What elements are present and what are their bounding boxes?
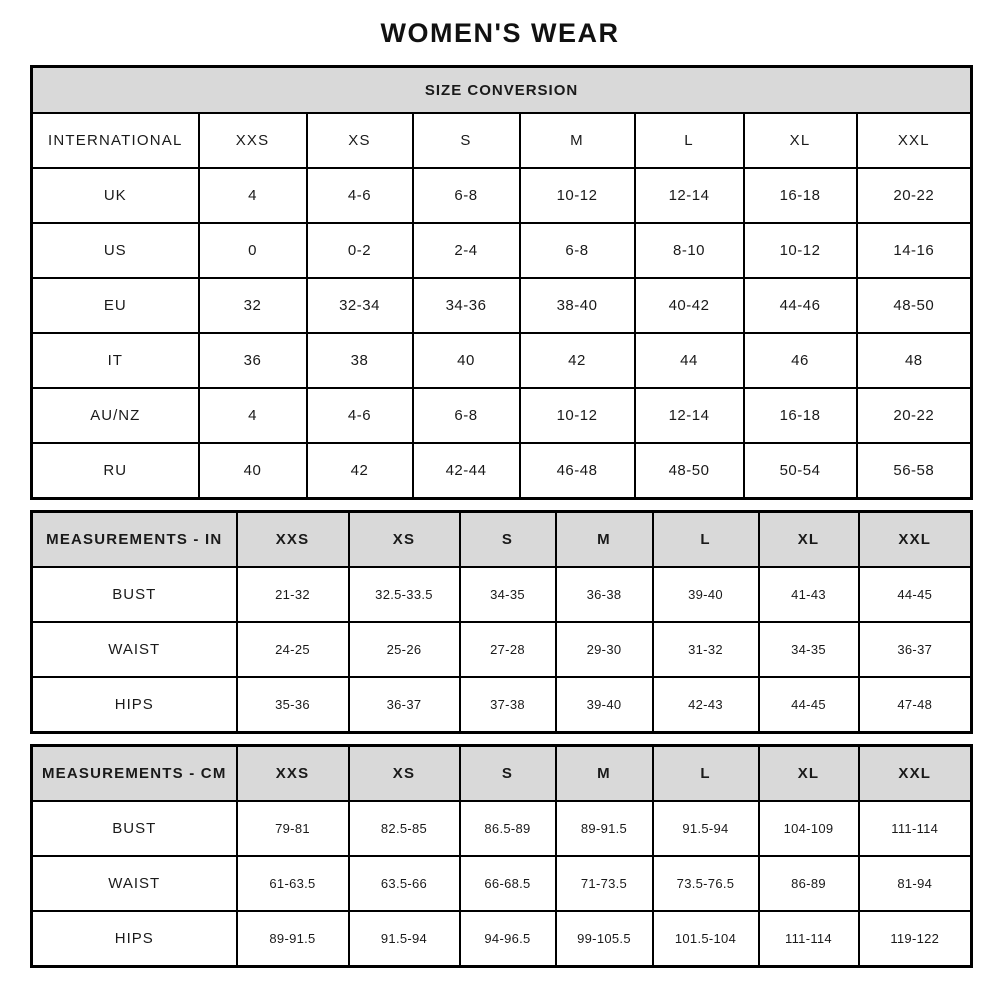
table-size-conversion [30, 65, 973, 500]
table-cell: 71-73.5 [556, 856, 653, 911]
column-header: L [653, 746, 759, 802]
table-cell: 4 [199, 168, 307, 223]
table-row [32, 388, 972, 443]
table-cell: 42-43 [653, 677, 759, 733]
column-header: S [460, 512, 556, 568]
table-banner-row [32, 67, 972, 114]
table-row [32, 443, 972, 499]
column-header: L [653, 512, 759, 568]
column-header: XS [349, 512, 460, 568]
table-cell: 66-68.5 [460, 856, 556, 911]
table-cell: 31-32 [653, 622, 759, 677]
table-cell: 94-96.5 [460, 911, 556, 967]
column-header: M [556, 512, 653, 568]
table-cell: 46 [744, 333, 857, 388]
table-cell: 91.5-94 [653, 801, 759, 856]
table-cell: 89-91.5 [237, 911, 349, 967]
row-label: WAIST [32, 856, 237, 911]
table-cell: 61-63.5 [237, 856, 349, 911]
table-row [32, 223, 972, 278]
table-cell: 14-16 [857, 223, 972, 278]
table-cell: 39-40 [556, 677, 653, 733]
table-row [32, 168, 972, 223]
table-cell: 44 [635, 333, 744, 388]
table-cell: 6-8 [413, 168, 520, 223]
table-cell: 44-46 [744, 278, 857, 333]
table-cell: 48-50 [857, 278, 972, 333]
table-cell: 50-54 [744, 443, 857, 499]
column-header: S [460, 746, 556, 802]
row-label: WAIST [32, 622, 237, 677]
header-label: MEASUREMENTS - IN [32, 512, 237, 568]
table-cell: 10-12 [520, 168, 635, 223]
column-header-row [32, 113, 972, 168]
table-cell: 34-35 [759, 622, 859, 677]
table-cell: 47-48 [859, 677, 972, 733]
table-cell: 89-91.5 [556, 801, 653, 856]
row-label: IT [32, 333, 199, 388]
table-cell: 73.5-76.5 [653, 856, 759, 911]
table-cell: 24-25 [237, 622, 349, 677]
table-row [32, 278, 972, 333]
table-cell: 99-105.5 [556, 911, 653, 967]
table-cell: 36-37 [859, 622, 972, 677]
table-cell: 8-10 [635, 223, 744, 278]
table-cell: 56-58 [857, 443, 972, 499]
table-cell: 4-6 [307, 388, 413, 443]
table-cell: 6-8 [520, 223, 635, 278]
table-cell: 12-14 [635, 168, 744, 223]
column-header: L [635, 113, 744, 168]
column-header: XXL [859, 512, 972, 568]
column-header: XXL [859, 746, 972, 802]
column-header: XXL [857, 113, 972, 168]
table-cell: 111-114 [759, 911, 859, 967]
row-label: EU [32, 278, 199, 333]
table-cell: 36 [199, 333, 307, 388]
table-cell: 16-18 [744, 388, 857, 443]
table-cell: 0 [199, 223, 307, 278]
table-cell: 119-122 [859, 911, 972, 967]
table-cell: 20-22 [857, 168, 972, 223]
table-cell: 48 [857, 333, 972, 388]
table-row [32, 622, 972, 677]
table-cell: 6-8 [413, 388, 520, 443]
table-row [32, 911, 972, 967]
table-cell: 38-40 [520, 278, 635, 333]
table-cell: 42 [307, 443, 413, 499]
table-cell: 41-43 [759, 567, 859, 622]
table-cell: 42-44 [413, 443, 520, 499]
row-label: UK [32, 168, 199, 223]
table-measurements-cm [30, 744, 973, 968]
table-cell: 10-12 [520, 388, 635, 443]
table-measurements-in [30, 510, 973, 734]
page-title: WOMEN'S WEAR [380, 18, 620, 48]
table-cell: 38 [307, 333, 413, 388]
column-header-row [32, 512, 972, 568]
table-cell: 21-32 [237, 567, 349, 622]
table-cell: 63.5-66 [349, 856, 460, 911]
column-header: XXS [237, 746, 349, 802]
table-cell: 101.5-104 [653, 911, 759, 967]
table-cell: 10-12 [744, 223, 857, 278]
table-row [32, 567, 972, 622]
table-cell: 32-34 [307, 278, 413, 333]
column-header: XS [307, 113, 413, 168]
column-header: XL [759, 746, 859, 802]
table-cell: 81-94 [859, 856, 972, 911]
table-cell: 34-36 [413, 278, 520, 333]
table-cell: 37-38 [460, 677, 556, 733]
table-cell: 4 [199, 388, 307, 443]
table-cell: 32.5-33.5 [349, 567, 460, 622]
table-cell: 29-30 [556, 622, 653, 677]
table-cell: 0-2 [307, 223, 413, 278]
table-cell: 25-26 [349, 622, 460, 677]
table-cell: 40 [199, 443, 307, 499]
table-cell: 86-89 [759, 856, 859, 911]
column-header: XL [744, 113, 857, 168]
table-cell: 35-36 [237, 677, 349, 733]
table-title: SIZE CONVERSION [32, 67, 972, 114]
row-label: HIPS [32, 677, 237, 733]
column-header: XL [759, 512, 859, 568]
table-cell: 4-6 [307, 168, 413, 223]
size-chart-page [30, 0, 970, 968]
column-header-row [32, 746, 972, 802]
table-cell: 111-114 [859, 801, 972, 856]
table-cell: 79-81 [237, 801, 349, 856]
row-label: AU/NZ [32, 388, 199, 443]
column-header: XXS [237, 512, 349, 568]
table-cell: 42 [520, 333, 635, 388]
row-label: BUST [32, 801, 237, 856]
column-header: XXS [199, 113, 307, 168]
table-cell: 44-45 [859, 567, 972, 622]
column-header: M [520, 113, 635, 168]
tables-container [30, 65, 970, 968]
table-cell: 36-37 [349, 677, 460, 733]
table-cell: 12-14 [635, 388, 744, 443]
row-label: RU [32, 443, 199, 499]
table-cell: 20-22 [857, 388, 972, 443]
table-row [32, 677, 972, 733]
row-label: BUST [32, 567, 237, 622]
header-label: MEASUREMENTS - CM [32, 746, 237, 802]
table-cell: 40-42 [635, 278, 744, 333]
table-cell: 27-28 [460, 622, 556, 677]
table-cell: 36-38 [556, 567, 653, 622]
table-cell: 16-18 [744, 168, 857, 223]
table-cell: 48-50 [635, 443, 744, 499]
table-cell: 104-109 [759, 801, 859, 856]
column-header: XS [349, 746, 460, 802]
table-cell: 44-45 [759, 677, 859, 733]
table-cell: 34-35 [460, 567, 556, 622]
column-header: S [413, 113, 520, 168]
table-cell: 91.5-94 [349, 911, 460, 967]
table-row [32, 856, 972, 911]
header-label: INTERNATIONAL [32, 113, 199, 168]
table-cell: 82.5-85 [349, 801, 460, 856]
table-cell: 32 [199, 278, 307, 333]
table-cell: 46-48 [520, 443, 635, 499]
row-label: US [32, 223, 199, 278]
table-cell: 2-4 [413, 223, 520, 278]
row-label: HIPS [32, 911, 237, 967]
table-row [32, 801, 972, 856]
table-cell: 40 [413, 333, 520, 388]
table-cell: 86.5-89 [460, 801, 556, 856]
table-cell: 39-40 [653, 567, 759, 622]
column-header: M [556, 746, 653, 802]
table-row [32, 333, 972, 388]
